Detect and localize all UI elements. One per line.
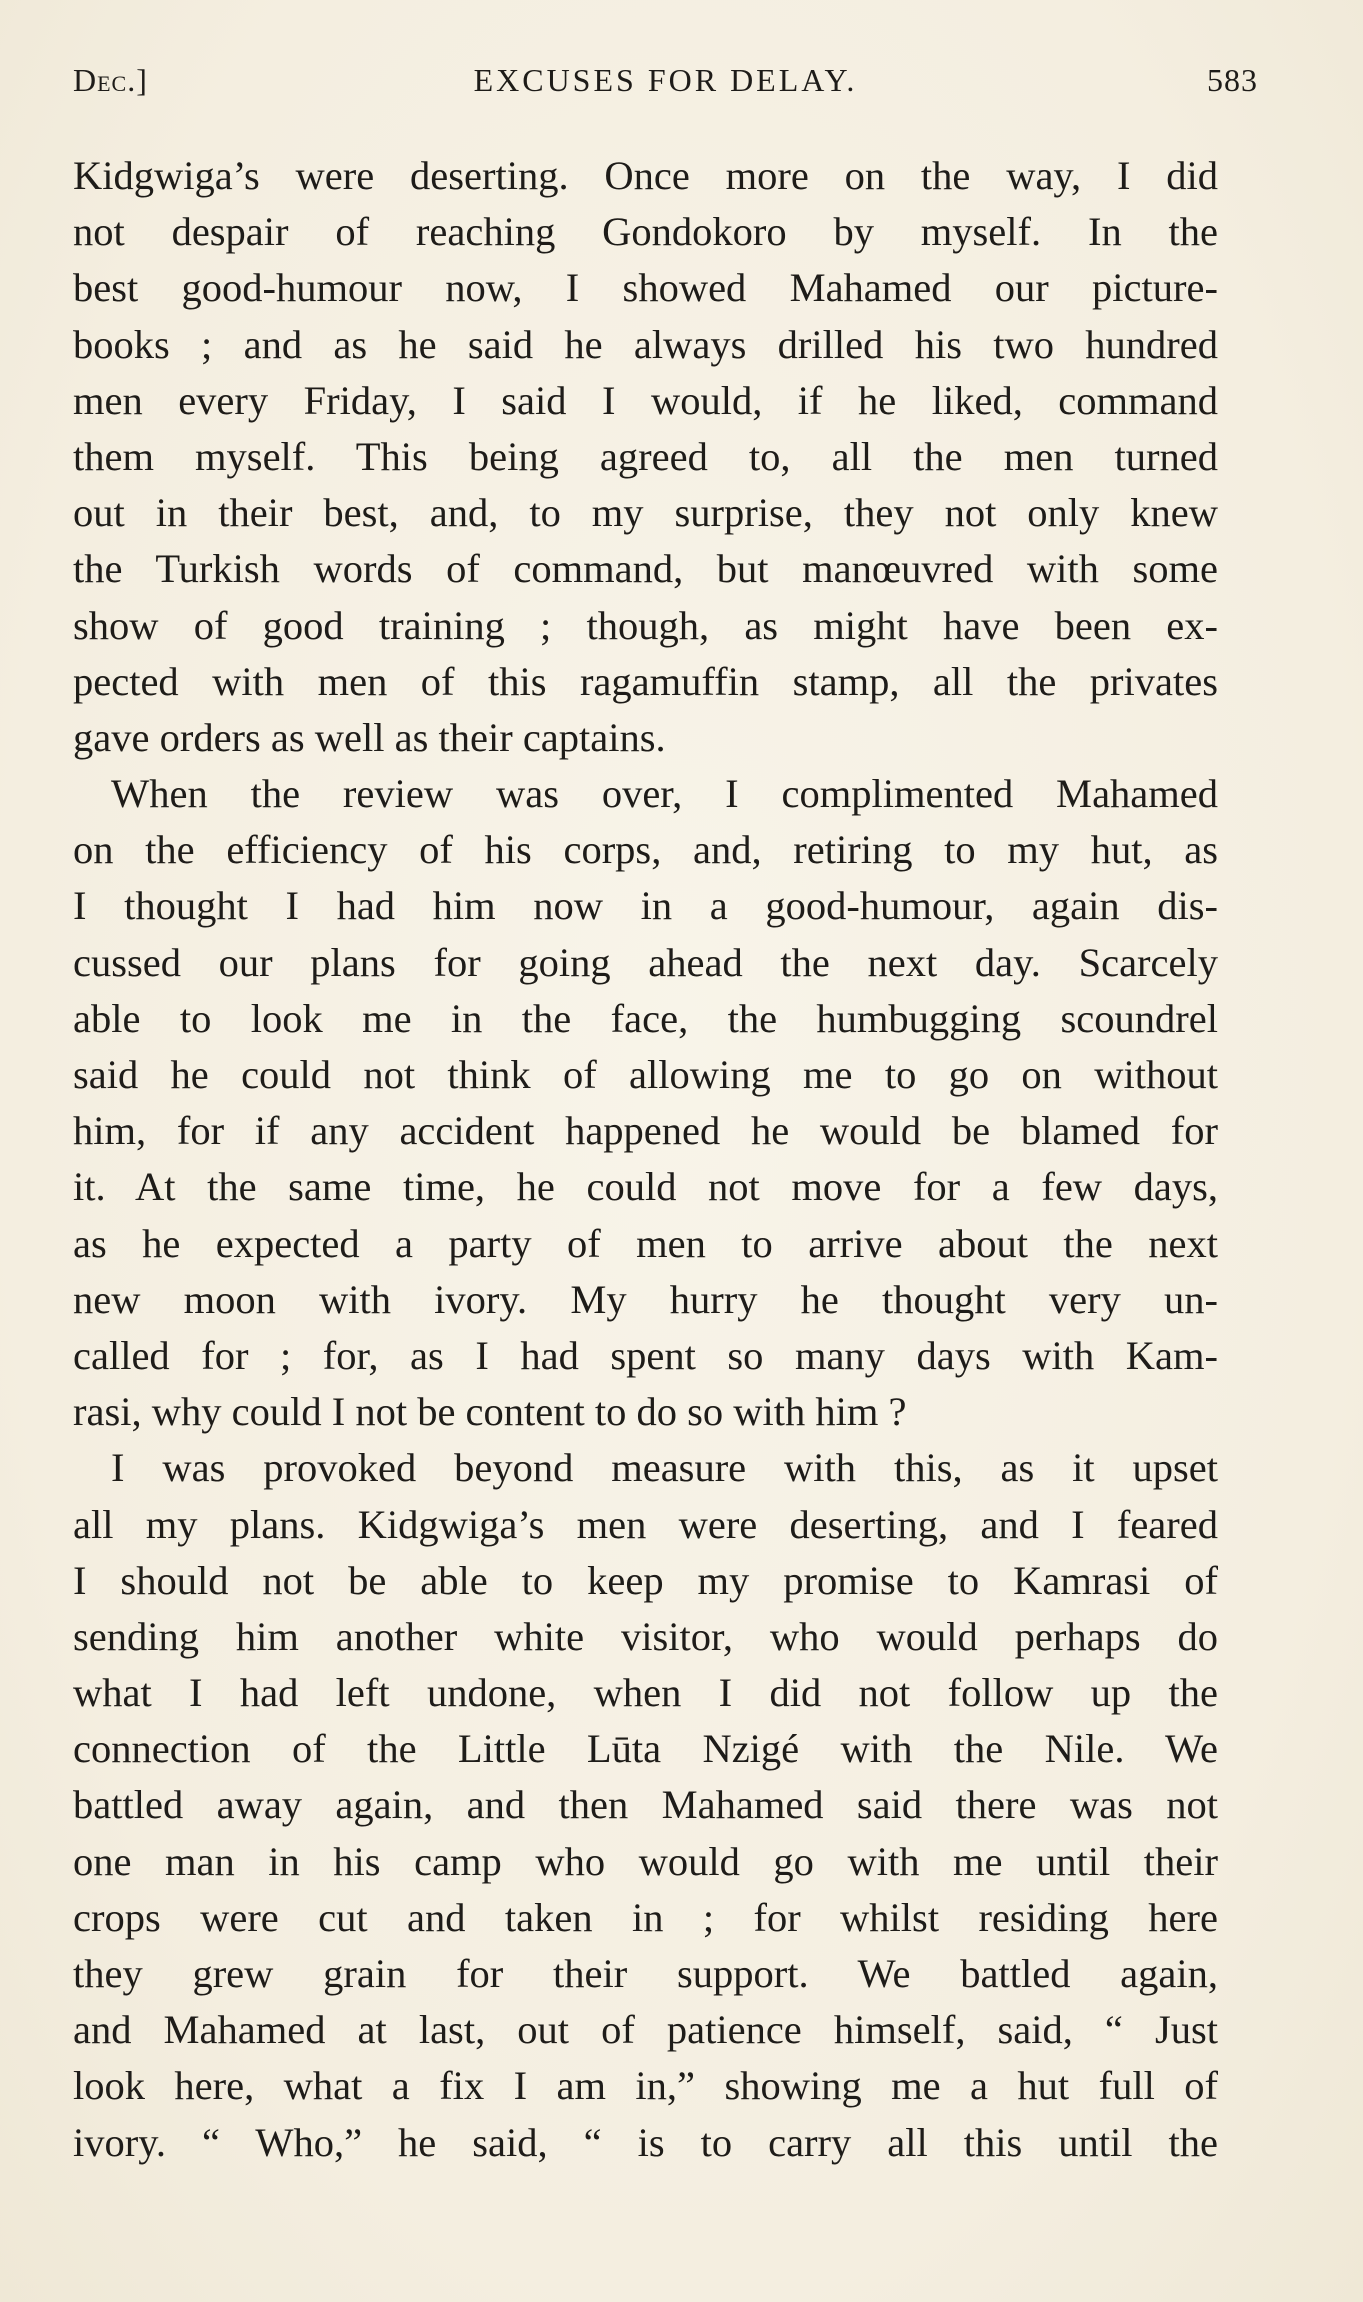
text-line: rasi, why could I not be content to do so with him ? — [73, 1389, 907, 1435]
text-line: gave orders as well as their captains. — [73, 714, 666, 760]
text-line: men every Friday, I said I would, if he liked, command — [73, 377, 1218, 423]
text-line: him, for if any accident happened he would be blamed for — [73, 1108, 1218, 1154]
page-number: 583 — [1207, 62, 1258, 98]
text-line: all my plans. Kidgwiga’s men were deserting, and I feared — [73, 1501, 1218, 1547]
text-line: books ; and as he said he always drilled his two hundred — [73, 321, 1218, 367]
text-line: best good-humour now, I showed Mahamed our picture- — [73, 265, 1218, 311]
text-line: one man in his camp who would go with me until their — [73, 1838, 1218, 1884]
body-text — [73, 148, 1218, 2171]
running-head — [73, 62, 1258, 110]
text-line: battled away again, and then Mahamed said there was not — [73, 1782, 1218, 1828]
text-line: I thought I had him now in a good-humour, again dis- — [73, 883, 1218, 929]
text-line: sending him another white visitor, who would perhaps do — [73, 1613, 1218, 1659]
text-line: I was provoked beyond measure with this, as it upset — [111, 1445, 1218, 1491]
text-line: out in their best, and, to my surprise, they not only knew — [73, 490, 1218, 536]
text-line: new moon with ivory. My hurry he thought very un- — [73, 1276, 1218, 1322]
text-line: the Turkish words of command, but manœuvred with some — [73, 546, 1218, 592]
running-head-title: EXCUSES FOR DELAY. — [473, 62, 858, 98]
text-line: on the efficiency of his corps, and, retiring to my hut, as — [73, 827, 1218, 873]
text-line: ivory. “ Who,” he said, “ is to carry all this until the — [73, 2119, 1218, 2165]
text-line: not despair of reaching Gondokoro by myself. In the — [73, 209, 1218, 255]
text-line: what I had left undone, when I did not follow up the — [73, 1670, 1218, 1716]
text-line: said he could not think of allowing me to go on without — [73, 1052, 1218, 1097]
text-line: Kidgwiga’s were deserting. Once more on the way, I did — [73, 153, 1218, 198]
text-line: When the review was over, I complimented Mahamed — [111, 771, 1218, 817]
text-line: as he expected a party of men to arrive about the next — [73, 1220, 1218, 1266]
text-line: look here, what a fix I am in,” showing me a hut full of — [73, 2063, 1218, 2109]
text-line: pected with men of this ragamuffin stamp, all the privates — [73, 658, 1218, 704]
text-line: able to look me in the face, the humbugging scoundrel — [73, 995, 1218, 1041]
text-line: cussed our plans for going ahead the next day. Scarcely — [73, 939, 1218, 985]
running-head-month: Dec.] — [73, 62, 148, 98]
text-line: connection of the Little Lūta Nzigé with the Nile. We — [73, 1726, 1218, 1772]
text-line: show of good training ; though, as might have been ex- — [73, 602, 1218, 648]
text-line: them myself. This being agreed to, all the men turned — [73, 433, 1218, 479]
text-line: crops were cut and taken in ; for whilst residing here — [73, 1894, 1218, 1940]
text-line: and Mahamed at last, out of patience himself, said, “ Just — [73, 2007, 1218, 2053]
text-line: I should not be able to keep my promise to Kamrasi of — [73, 1557, 1218, 1603]
text-line: called for ; for, as I had spent so many days with Kam- — [73, 1332, 1218, 1378]
text-line: they grew grain for their support. We battled again, — [73, 1951, 1218, 1996]
text-line: it. At the same time, he could not move for a few days, — [73, 1164, 1218, 1210]
